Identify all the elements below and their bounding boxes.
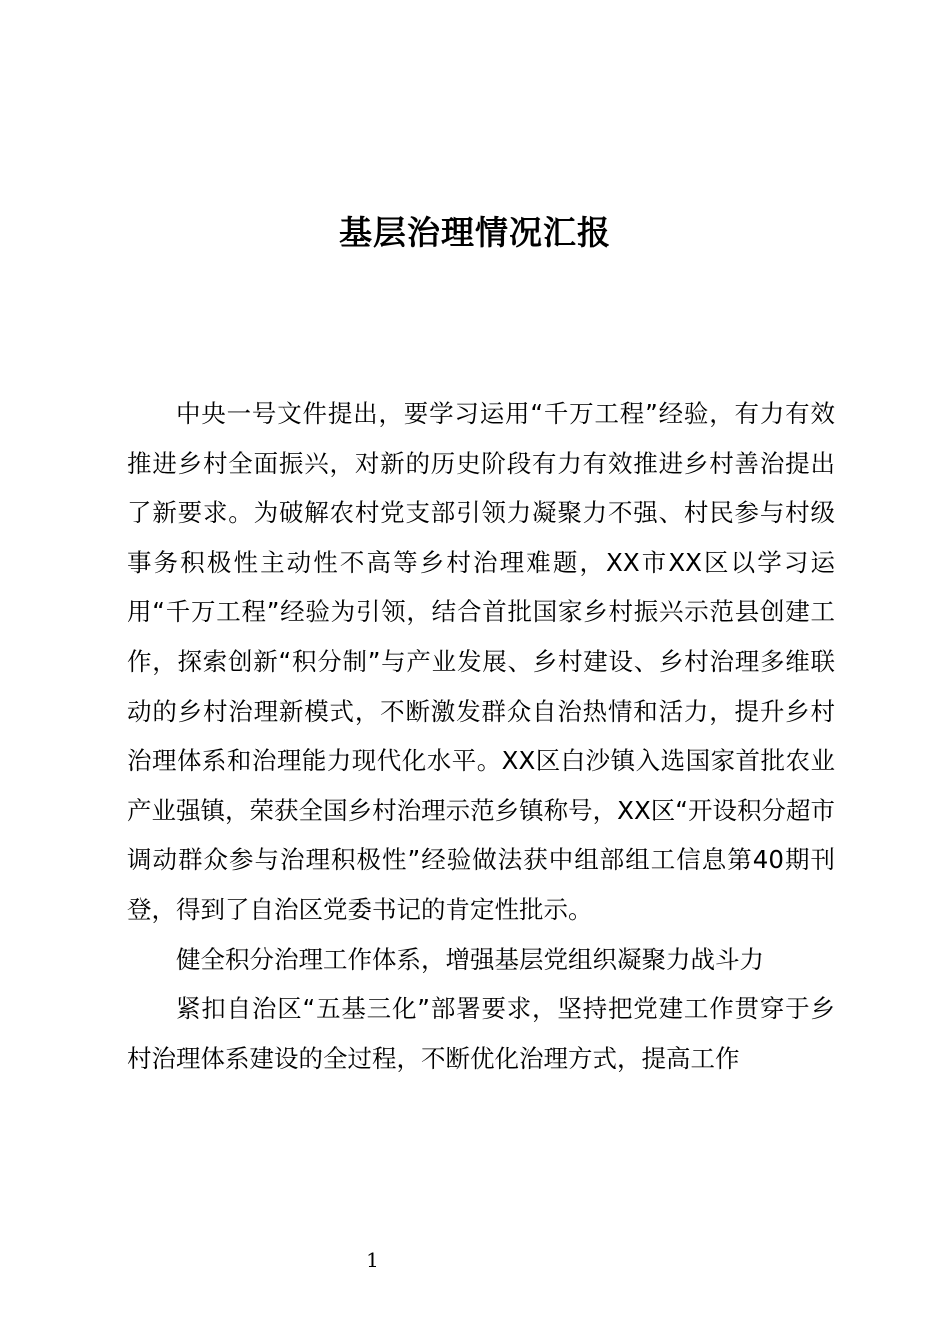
section-heading: 健全积分治理工作体系，增强基层党组织凝聚力战斗力 bbox=[176, 944, 764, 974]
page-number: 1 bbox=[366, 1248, 379, 1272]
document-body bbox=[127, 389, 835, 1083]
document-title: 基层治理情况汇报 bbox=[339, 213, 611, 252]
paragraph-section-body: 紧扣自治区“五基三化”部署要求，坚持把党建工作贯穿于乡村治理体系建设的全过程，不断优化治理方式，提高工作 bbox=[127, 994, 835, 1073]
paragraph-intro: 中央一号文件提出，要学习运用“千万工程”经验，有力有效推进乡村全面振兴，对新的历史阶段有力有效推进乡村善治提出了新要求。为破解农村党支部引领力凝聚力不强、村民参与村级事务积极性主动性不高等乡村治理难题，XX市XX区以学习运用“千万工程”经验为引领，结合首批国家乡村振兴示范县创建工作，探索创新“积分制”与产业发展、乡村建设、乡村治理多维联动的乡村治理新模式，不断激发群众自治热情和活力，提升乡村治理体系和治理能力现代化水平。XX区白沙镇入选国家首批农业产业强镇，荣获全国乡村治理示范乡镇称号，XX区“开设积分超市调动群众参与治理积极性”经验做法获中组部组工信息第40期刊登，得到了自治区党委书记的肯定性批示。 bbox=[127, 399, 835, 924]
